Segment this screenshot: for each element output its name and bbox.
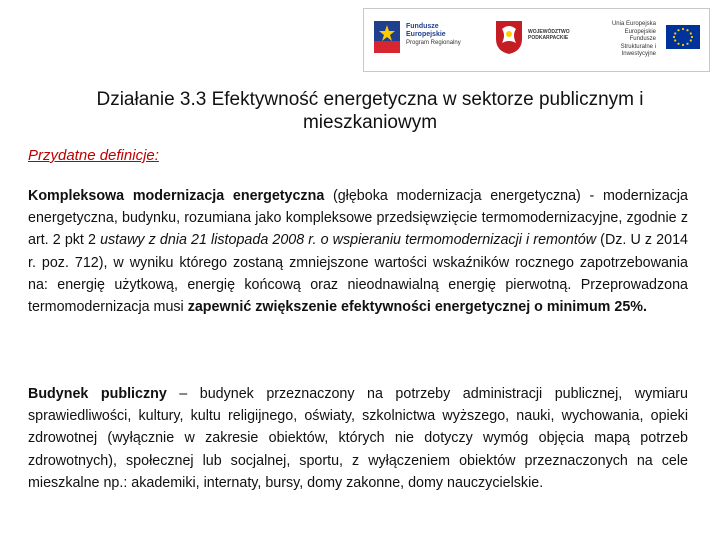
- eu-line1: Unia Europejska: [611, 21, 656, 27]
- fe-line3: Program Regionalny: [406, 40, 461, 46]
- definition-kompleksowa-modernizacja: [28, 185, 688, 318]
- fe-star-icon: [374, 21, 400, 53]
- definition-text-b: (Dz. U z 2014 r. poz. 712), w wyniku którego zostaną zmniejszone wartości wskaźników rocznego zapotrzebowania na: energię użytkową, energię końcową oraz nieodnawialną energię pierwotną. Przeprowadzona termomodernizacja musi: [28, 232, 688, 316]
- eu-line3: Strukturalne i Inwestycyjne: [620, 43, 656, 57]
- page-title: Działanie 3.3 Efektywność energetyczna w sektorze publicznym i mieszkaniowym: [96, 89, 644, 133]
- definition-text-a: (głęboka modernizacja energetyczna) - modernizacja energetyczna, budynku, rozumiana jako kompleksowe przedsięwzięcie termomodernizacyjne, zgodnie z art. 2 pkt 2: [28, 188, 688, 249]
- pod-line2: PODKARPACKIE: [528, 35, 569, 41]
- crest-icon: [494, 19, 524, 55]
- definition-budynek-publiczny: [28, 383, 688, 494]
- definition-term: Budynek publiczny: [28, 386, 167, 402]
- legal-reference: ustawy z dnia 21 listopada 2008 r. o wspieraniu termomodernizacji i remontów: [100, 232, 597, 249]
- eu-flag-icon: [666, 25, 700, 49]
- fe-line1: Fundusze: [406, 23, 439, 30]
- fundusze-europejskie-logo: [374, 19, 474, 59]
- definition-term: Kompleksowa modernizacja energetyczna: [28, 188, 325, 204]
- unia-europejska-logo: [600, 19, 700, 59]
- logo-bar: [363, 8, 710, 72]
- subheading: Przydatne definicje:: [28, 147, 159, 164]
- fe-line2: Europejskie: [406, 31, 446, 38]
- podkarpackie-logo: [494, 19, 589, 59]
- pod-line1: WOJEWÓDZTWO: [528, 29, 570, 35]
- eu-line2: Europejskie Fundusze: [624, 28, 656, 42]
- definition-text: – budynek przeznaczony na potrzeby administracji publicznej, wymiaru sprawiedliwości, kultury, kultu religijnego, oświaty, szkolnictwa wyższego, nauki, wychowania, opieki zdrowotnej (wyłącznie w zakresie obiektów, których nie dotyczy wymóg objęcia mapą potrzeb zdrowotnych), społecznej lub socjalnej, sportu, z wyłączeniem obiektów przeznaczonych na cele mieszkalne np.: akademiki, internaty, bursy, domy zakonne, domy nauczycielskie.: [28, 386, 688, 491]
- definition-bold-end: zapewnić zwiększenie efektywności energetycznej o minimum 25%.: [187, 299, 647, 316]
